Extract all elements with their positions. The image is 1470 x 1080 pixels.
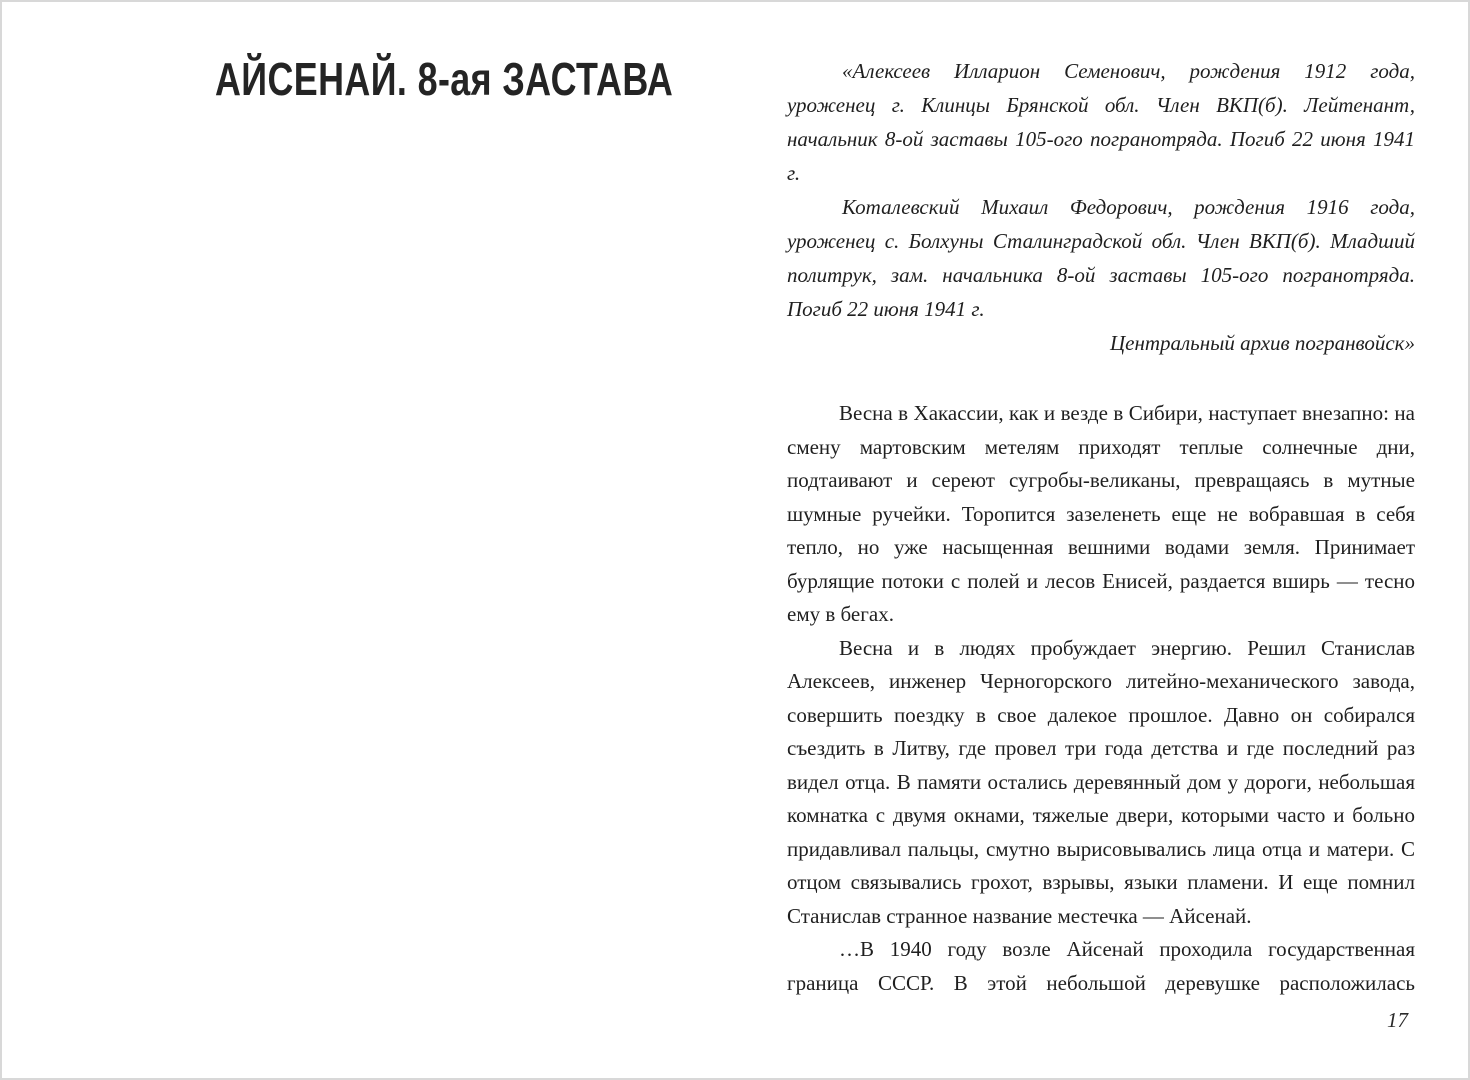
epigraph-paragraph: Коталевский Михаил Федорович, рождения 1916 года, уроженец с. Болхуны Сталинградской обл. Член ВКП(б). Младший политрук, зам. начальника 8-ой заставы 105-ого погранотряда. Погиб 22 июня 1941 г. <box>787 195 1415 321</box>
epigraph <box>787 54 1415 360</box>
body-text <box>787 397 1415 1000</box>
page-number: 17 <box>1387 1008 1408 1032</box>
right-page <box>787 54 1415 1000</box>
body-paragraph: …В 1940 году возле Айсенай проходила государственная граница СССР. В этой небольшой деревушке расположилась <box>787 937 1415 995</box>
body-paragraph: Весна и в людях пробуждает энергию. Решил Станислав Алексеев, инженер Черногорского литейно-механического завода, совершить поездку в свое далекое прошлое. Давно он собирался съездить в Литву, где провел три года детства и где последний раз видел отца. В памяти остались деревянный дом у дороги, небольшая комнатка с двумя окнами, тяжелые двери, которыми часто и больно придавливал пальцы, смутно вырисовывались лица отца и матери. С отцом связывались грохот, взрывы, языки пламени. И еще помнил Станислав странное название местечка — Айсенай. <box>787 635 1415 928</box>
epigraph-attribution: Центральный архив погранвойск» <box>1109 331 1415 355</box>
chapter-title: АЙСЕНАЙ. 8-ая ЗАСТАВА <box>215 53 674 105</box>
body-paragraph: Весна в Хакассии, как и везде в Сибири, наступает внезапно: на смену мартовским метелям приходят теплые солнечные дни, подтаивают и сереют сугробы-великаны, превращаясь в мутные шумные ручейки. Торопится зазеленеть еще не вобравшая в себя тепло, но уже насыщенная вешними водами земля. Принимает бурлящие потоки с полей и лесов Енисей, раздается вширь — тесно ему в бегах. <box>787 401 1415 626</box>
epigraph-paragraph: «Алексеев Илларион Семенович, рождения 1912 года, уроженец г. Клинцы Брянской обл. Член ВКП(б). Лейтенант, начальник 8-ой заставы 105-ого погранотряда. Погиб 22 июня 1941 г. <box>787 59 1415 185</box>
